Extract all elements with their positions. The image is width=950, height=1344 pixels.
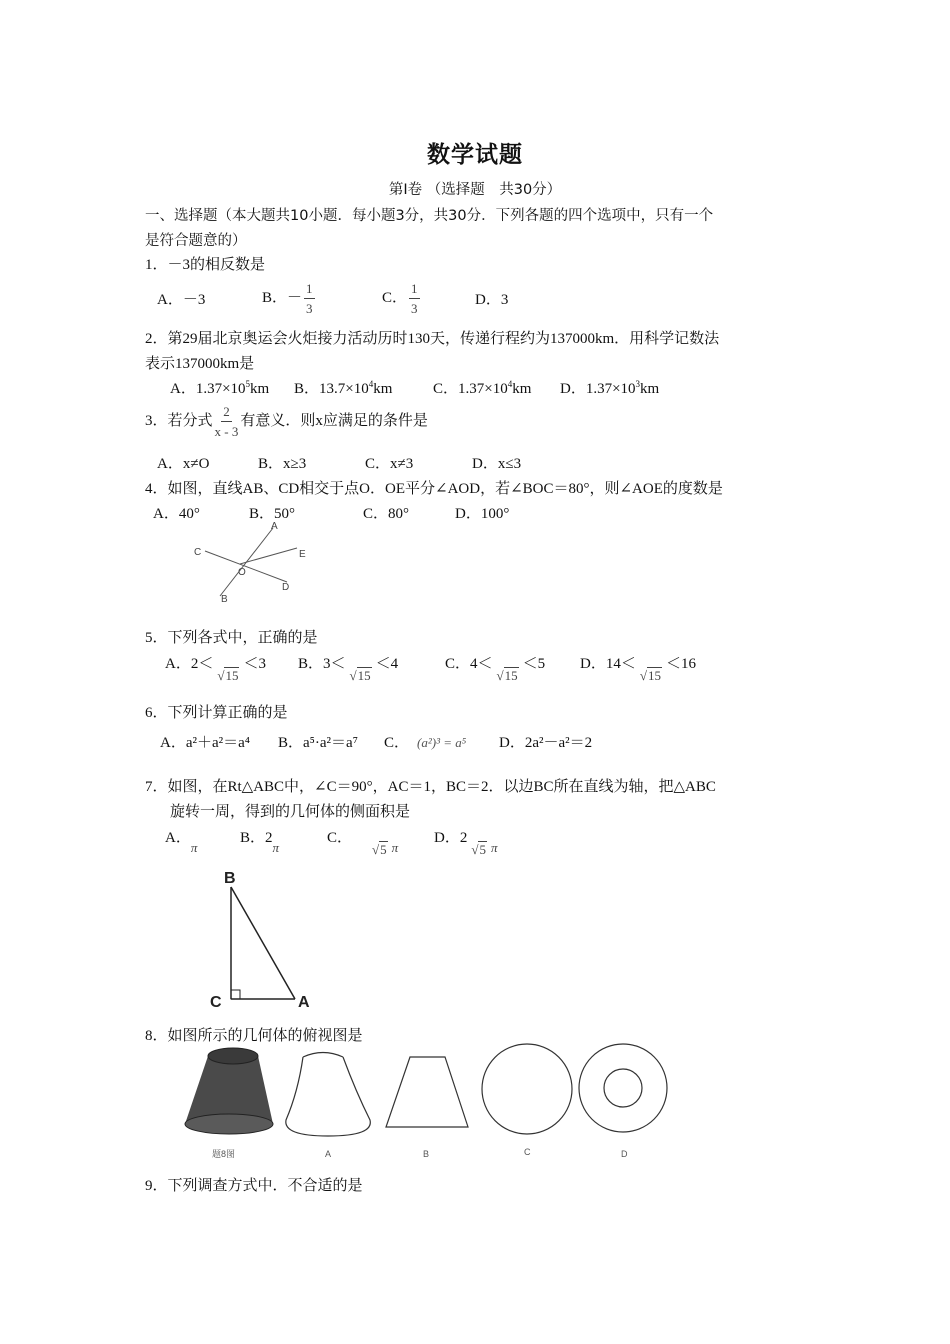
q8-stem: 8．如图所示的几何体的俯视图是 <box>145 1028 363 1044</box>
q3-stem: 3．若分式 $\frac{2}{x - 3}$ 有意义．则x应满足的条件是 <box>145 404 428 439</box>
sqrt-15: √ 15 <box>496 668 518 683</box>
paper-subtitle: 第Ⅰ卷 （选择题 共30分） <box>388 182 562 198</box>
option-b-shape <box>386 1057 468 1127</box>
fig8-label-c: C <box>524 1147 531 1157</box>
q4-option-a: A．40° <box>153 506 200 522</box>
q6-option-b: B．a⁵·a²＝a⁷ <box>278 735 358 751</box>
label-b: B <box>221 594 228 605</box>
right-angle-marker <box>231 990 240 999</box>
q6-option-a: A．a²＋a²＝a⁴ <box>160 735 251 751</box>
q5-stem: 5．下列各式中，正确的是 <box>145 630 318 646</box>
q2-option-b: B．$13.7\times 10^4km$ <box>294 379 393 397</box>
q4-option-b: B．50° <box>249 506 296 522</box>
page-title: 数学试题 <box>427 142 523 168</box>
q6-option-d: D．2a²－a²＝2 <box>499 735 593 751</box>
q5-option-b: B．3＜√ 15 ＜4 <box>298 656 399 683</box>
fig8-label-a: A <box>325 1149 332 1159</box>
sqrt-15: √ 15 <box>639 668 661 683</box>
section-heading-line1: 一、选择题（本大题共10小题．每小题3分，共30分．下列各题的四个选项中，只有一个 <box>145 208 714 224</box>
label-o: O <box>238 567 246 578</box>
option-d-shape <box>579 1044 667 1132</box>
q4-figure <box>185 518 325 608</box>
q4-stem: 4．如图，直线AB、CD相交于点O．OE平分∠AOD，若∠BOC＝80°，则∠AOE的度数是 <box>145 481 723 497</box>
ray-oe <box>240 548 297 564</box>
q2-stem-line1: 2．第29届北京奥运会火炬接力活动历时130天，传递行程约为137000km．用科学记数法 <box>145 331 720 347</box>
q7-option-c: C．√ 5 π <box>327 830 399 857</box>
option-c-shape <box>482 1044 572 1134</box>
frustum-solid <box>185 1048 273 1134</box>
label-c: C <box>194 547 202 558</box>
q5-option-d: D．14＜√ 15 ＜16 <box>580 656 696 683</box>
q7-stem-line2: 旋转一周，得到的几何体的侧面积是 <box>170 804 411 820</box>
q1-option-c-label: C． <box>382 289 408 306</box>
fig8-label-b: B <box>423 1149 430 1159</box>
q3-option-b: B．x≥3 <box>258 456 307 472</box>
label-a: A <box>298 994 310 1010</box>
q7-stem-line1: 7．如图，在Rt△ABC中，∠C＝90°，AC＝1，BC＝2．以边BC所在直线为轴，把△ABC <box>145 779 716 795</box>
q2-option-c: C．$1.37\times 10^4km$ <box>433 379 532 397</box>
label-d: D <box>282 582 290 593</box>
q3-option-a: A．x≠O <box>157 456 210 472</box>
q7-figure <box>205 865 325 1010</box>
section-heading-line2: 是符合题意的） <box>145 233 247 249</box>
q1-stem: 1．－3的相反数是 <box>145 257 266 273</box>
q7-option-a: A．π <box>165 830 198 855</box>
q5-option-a: A．2＜√ 15 ＜3 <box>165 656 266 683</box>
q1-option-c <box>382 279 422 318</box>
q1-option-b-label: B．－ <box>262 289 303 306</box>
q2-stem-line2: 表示137000km是 <box>145 356 255 372</box>
q8-figure <box>180 1042 680 1164</box>
q4-option-d: D．100° <box>455 506 510 522</box>
line-cd <box>205 551 287 582</box>
sqrt-15: √ 15 <box>217 668 239 683</box>
q1-option-a: A．－3 <box>157 292 206 308</box>
q6-option-c: C． (a²)³ = a⁵ <box>384 735 467 751</box>
q2-option-a: A．$1.37\times 10^5km$ <box>170 379 270 397</box>
label-b: B <box>224 870 236 887</box>
label-c: C <box>210 994 222 1010</box>
q1-fraction-b: $\frac{1}{3}$ <box>306 281 313 316</box>
fig8-caption: 题8图 <box>212 1149 236 1159</box>
q7-option-d: D．2√ 5 π <box>434 830 498 857</box>
q5-option-c: C．4＜√ 15 ＜5 <box>445 656 546 683</box>
sqrt-5: √ 5 <box>372 842 387 857</box>
q7-option-b: B．2π <box>240 830 280 855</box>
q9-stem: 9．下列调查方式中．不合适的是 <box>145 1178 363 1194</box>
q1-fraction-c: $\frac{1}{3}$ <box>411 281 418 316</box>
q3-option-c: C．x≠3 <box>365 456 414 472</box>
sqrt-5: √ 5 <box>471 842 486 857</box>
q1-option-b <box>262 279 317 318</box>
sqrt-15: √ 15 <box>349 668 371 683</box>
q3-fraction: $\frac{2}{x - 3}$ <box>214 404 239 439</box>
q3-option-d: D．x≤3 <box>472 456 522 472</box>
q4-option-c: C．80° <box>363 506 410 522</box>
option-a-shape <box>286 1053 371 1137</box>
q2-option-d: D．$1.37\times 10^3km$ <box>560 379 660 397</box>
q1-option-d: D．3 <box>475 292 509 308</box>
q6-stem: 6．下列计算正确的是 <box>145 705 288 721</box>
fig8-label-d: D <box>621 1149 628 1159</box>
label-e: E <box>299 549 306 560</box>
label-a: A <box>271 521 278 532</box>
